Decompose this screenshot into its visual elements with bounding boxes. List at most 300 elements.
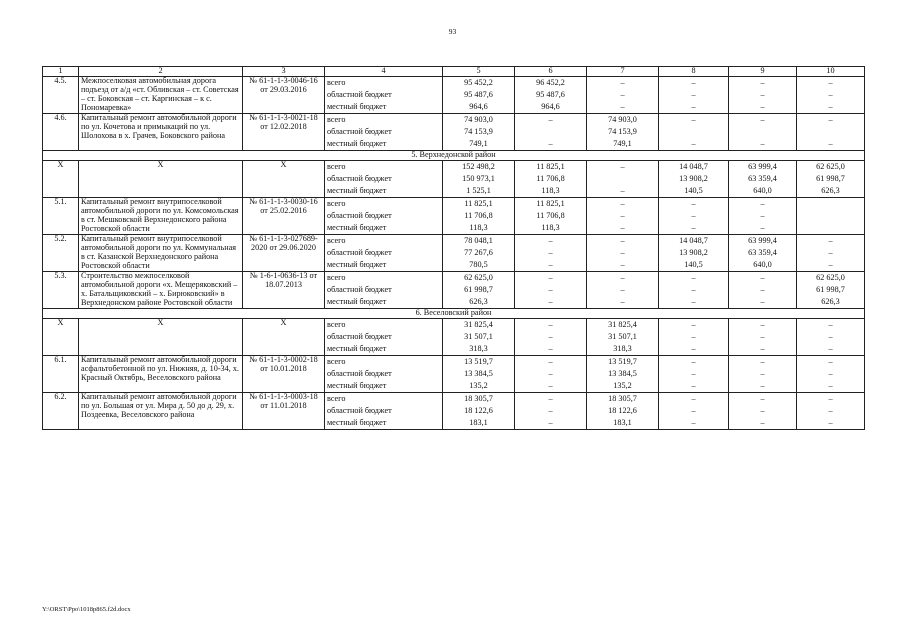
document-number: Х: [243, 160, 325, 197]
budget-label: всего: [327, 356, 346, 366]
value-cell: [659, 355, 729, 392]
value: 626,3: [821, 185, 840, 195]
value-cell: [659, 271, 729, 308]
document-number: № 1-6-1-0636-13 от 18.07.2013: [243, 271, 325, 308]
value: 61 998,7: [816, 284, 845, 294]
value: 61 998,7: [464, 284, 493, 294]
row-number: 6.1.: [43, 355, 79, 392]
value: [799, 126, 862, 138]
budget-labels: [325, 197, 443, 234]
value: 62 625,0: [816, 272, 845, 282]
value: 63 999,4: [748, 161, 777, 171]
value: 13 519,7: [608, 356, 637, 366]
value: 13 908,2: [679, 173, 708, 183]
value-cell: [797, 318, 865, 355]
value: 74 903,0: [464, 115, 493, 124]
value: –: [828, 417, 833, 427]
document-number: Х: [243, 318, 325, 355]
value: –: [828, 78, 833, 87]
value: 31 825,4: [608, 319, 637, 329]
value-cell: [443, 271, 515, 308]
column-header: 9: [729, 67, 797, 77]
value: –: [691, 331, 696, 341]
budget-label: местный бюджет: [327, 417, 387, 427]
value: 78 048,1: [464, 235, 493, 245]
value: –: [691, 405, 696, 415]
value: 118,3: [541, 185, 560, 195]
value: –: [548, 356, 553, 366]
value: –: [620, 102, 625, 111]
value: 95 487,6: [464, 90, 493, 99]
value: 135,2: [613, 380, 632, 390]
document-number: № 61-1-1-3-0030-16 от 25.02.2016: [243, 197, 325, 234]
value: 18 305,7: [464, 393, 493, 403]
column-header: 8: [659, 67, 729, 77]
value: 318,3: [613, 343, 632, 353]
value-cell: [659, 160, 729, 197]
budget-label: областной бюджет: [327, 210, 392, 220]
value: [799, 222, 862, 234]
value: –: [691, 222, 696, 232]
value: –: [548, 331, 553, 341]
budget-label: местный бюджет: [327, 222, 387, 232]
table-row: [43, 77, 865, 114]
budget-label: всего: [327, 115, 346, 124]
value: 62 625,0: [464, 272, 493, 282]
budget-label: областной бюджет: [327, 368, 392, 378]
value-cell: [587, 114, 659, 151]
value: –: [548, 368, 553, 378]
document-number: № 61-1-1-3-0003-18 от 11.01.2018: [243, 392, 325, 429]
value-cell: [659, 392, 729, 429]
value: –: [691, 139, 696, 148]
value: –: [760, 380, 765, 390]
value: 964,6: [541, 102, 560, 111]
budget-labels: [325, 234, 443, 271]
value-cell: [729, 392, 797, 429]
value-cell: [729, 234, 797, 271]
value: –: [548, 247, 553, 257]
value: 18 122,6: [608, 405, 637, 415]
value-cell: [443, 318, 515, 355]
value: –: [620, 90, 625, 99]
value: 13 384,5: [464, 368, 493, 378]
budget-label: всего: [327, 161, 346, 171]
value-cell: [797, 77, 865, 114]
budget-label: местный бюджет: [327, 343, 387, 353]
value: 11 825,1: [536, 161, 565, 171]
value: –: [828, 356, 833, 366]
value: –: [828, 259, 833, 269]
budget-label: областной бюджет: [327, 284, 392, 294]
value: –: [760, 139, 765, 148]
value-cell: [515, 355, 587, 392]
value: 150 973,1: [462, 173, 495, 183]
table-row: [43, 271, 865, 308]
value-cell: [587, 392, 659, 429]
value: –: [828, 235, 833, 245]
value: –: [760, 90, 765, 99]
value-cell: [659, 318, 729, 355]
value: 780,5: [469, 259, 488, 269]
value-cell: [797, 160, 865, 197]
value: –: [691, 393, 696, 403]
value: 13 519,7: [464, 356, 493, 366]
column-header: 10: [797, 67, 865, 77]
budget-label: местный бюджет: [327, 139, 387, 148]
budget-label: областной бюджет: [327, 405, 392, 415]
value: –: [548, 380, 553, 390]
value: –: [548, 139, 553, 148]
value-cell: [515, 271, 587, 308]
value: –: [548, 272, 553, 282]
section-row: [43, 151, 865, 161]
value: –: [620, 284, 625, 294]
value: [799, 210, 862, 222]
budget-label: местный бюджет: [327, 296, 387, 306]
value-cell: [797, 234, 865, 271]
budget-labels: [325, 392, 443, 429]
value-cell: [515, 77, 587, 114]
value-cell: [587, 160, 659, 197]
budget-labels: [325, 77, 443, 114]
value: 152 498,2: [462, 161, 495, 171]
value-cell: [659, 197, 729, 234]
value-cell: [659, 114, 729, 151]
table-row: [43, 114, 865, 151]
value: –: [760, 296, 765, 306]
value: –: [548, 115, 553, 124]
value: –: [828, 343, 833, 353]
value: –: [760, 356, 765, 366]
value: –: [691, 210, 696, 220]
budget-labels: [325, 114, 443, 151]
budget-label: всего: [327, 319, 346, 329]
value-cell: [515, 392, 587, 429]
value-cell: [797, 114, 865, 151]
row-number: 5.2.: [43, 234, 79, 271]
value: 31 507,1: [464, 331, 493, 341]
value: –: [828, 331, 833, 341]
value: 183,1: [469, 417, 488, 427]
value: –: [620, 222, 625, 232]
value: [589, 173, 656, 185]
value-cell: [659, 234, 729, 271]
value: –: [691, 115, 696, 124]
value: –: [828, 380, 833, 390]
value: –: [548, 417, 553, 427]
budget-label: всего: [327, 393, 346, 403]
value: –: [620, 296, 625, 306]
value-cell: [443, 114, 515, 151]
object-name: Капитальный ремонт автомобильной дороги по ул. Большая от ул. Мира д. 50 до д. 29, х. Поздеевка, Веселовского района: [79, 392, 243, 429]
value: –: [760, 222, 765, 232]
value: 62 625,0: [816, 161, 845, 171]
value: –: [828, 139, 833, 148]
value: –: [760, 343, 765, 353]
value: 95 452,2: [464, 78, 493, 87]
value: 140,5: [684, 259, 703, 269]
table-row: [43, 197, 865, 234]
value-cell: [587, 197, 659, 234]
value: –: [620, 161, 625, 171]
value: –: [691, 343, 696, 353]
value: –: [548, 319, 553, 329]
value: –: [760, 393, 765, 403]
value-cell: [587, 234, 659, 271]
value-cell: [729, 355, 797, 392]
object-name: Строительство межпоселковой автомобильной дороги «х. Мещеряковский – х. Батальщиковский – х. Бирюковский» в Верхнедонском районе Ростовской области: [79, 271, 243, 308]
value-cell: [515, 318, 587, 355]
value: –: [620, 259, 625, 269]
budget-label: всего: [327, 78, 346, 87]
value: –: [760, 78, 765, 87]
object-name: Капитальный ремонт автомобильной дороги асфальтобетонной по ул. Нижняя, д. 10-34, х. Красный Октябрь, Веселовского района: [79, 355, 243, 392]
budget-labels: [325, 318, 443, 355]
value: –: [691, 102, 696, 111]
value: [661, 126, 726, 138]
row-number: Х: [43, 318, 79, 355]
value-cell: [515, 160, 587, 197]
value: 31 507,1: [608, 331, 637, 341]
value-cell: [797, 271, 865, 308]
budget-label: всего: [327, 235, 346, 245]
budget-label: местный бюджет: [327, 380, 387, 390]
budget-label: областной бюджет: [327, 247, 392, 257]
row-number: 6.2.: [43, 392, 79, 429]
row-number: 4.5.: [43, 77, 79, 114]
table-body: [43, 67, 865, 430]
value: –: [828, 405, 833, 415]
value: –: [548, 343, 553, 353]
value: 626,3: [469, 296, 488, 306]
value: 18 305,7: [608, 393, 637, 403]
value: –: [760, 284, 765, 294]
value: 77 267,6: [464, 247, 493, 257]
budget-labels: [325, 160, 443, 197]
row-number: Х: [43, 160, 79, 197]
value-cell: [443, 392, 515, 429]
budget-label: областной бюджет: [327, 90, 392, 99]
value: –: [828, 90, 833, 99]
column-header: 2: [79, 67, 243, 77]
column-header: 3: [243, 67, 325, 77]
value: –: [691, 296, 696, 306]
value: 74 153,9: [608, 127, 637, 136]
value: –: [620, 235, 625, 245]
value: –: [620, 247, 625, 257]
value: 626,3: [821, 296, 840, 306]
table-row: [43, 318, 865, 355]
column-header: 1: [43, 67, 79, 77]
value: 18 122,6: [464, 405, 493, 415]
column-header: 6: [515, 67, 587, 77]
row-number: 5.3.: [43, 271, 79, 308]
value: –: [828, 368, 833, 378]
value: –: [828, 319, 833, 329]
object-name: Х: [79, 318, 243, 355]
value: –: [828, 247, 833, 257]
value: 749,1: [613, 139, 632, 148]
table-row: [43, 234, 865, 271]
value: 964,6: [469, 102, 488, 111]
value: –: [548, 284, 553, 294]
value: –: [691, 417, 696, 427]
value: –: [548, 405, 553, 415]
budget-table: [42, 66, 865, 430]
table-row: [43, 392, 865, 429]
value-cell: [443, 197, 515, 234]
object-name: Капитальный ремонт внутрипоселковой автомобильной дороги по ул. Комсомольская в ст. Мешковской Верхнедонского района Ростовской области: [79, 197, 243, 234]
value-cell: [797, 355, 865, 392]
value: –: [691, 368, 696, 378]
value-cell: [729, 271, 797, 308]
value-cell: [443, 160, 515, 197]
value: –: [620, 272, 625, 282]
value: 63 359,4: [748, 247, 777, 257]
value: –: [691, 272, 696, 282]
value: 140,5: [684, 185, 703, 195]
value: –: [691, 356, 696, 366]
value: 13 384,5: [608, 368, 637, 378]
value: –: [691, 319, 696, 329]
value: –: [548, 393, 553, 403]
value: 74 153,9: [464, 127, 493, 136]
value: 118,3: [541, 222, 560, 232]
value: –: [620, 78, 625, 87]
value-cell: [797, 197, 865, 234]
value-cell: [443, 355, 515, 392]
row-number: 4.6.: [43, 114, 79, 151]
value: [517, 126, 584, 138]
value: 11 825,1: [536, 198, 565, 208]
value-cell: [797, 392, 865, 429]
value: –: [828, 393, 833, 403]
value: –: [691, 198, 696, 208]
budget-label: местный бюджет: [327, 185, 387, 195]
object-name: Капитальный ремонт автомобильной дороги по ул. Кочетова и примыкаций по ул. Шолохова в х. Грачев, Боковского района: [79, 114, 243, 151]
value: –: [760, 115, 765, 124]
value: –: [760, 272, 765, 282]
value: –: [548, 259, 553, 269]
object-name: Х: [79, 160, 243, 197]
value: 74 903,0: [608, 115, 637, 124]
value: 11 706,8: [536, 210, 565, 220]
value: –: [620, 185, 625, 195]
value: –: [548, 235, 553, 245]
value-cell: [587, 355, 659, 392]
value: 11 706,8: [536, 173, 565, 183]
value: –: [691, 78, 696, 87]
value: –: [760, 102, 765, 111]
file-path-footer: Y:\ORST\Ppo\1018p865.f2d.docx: [42, 606, 131, 613]
row-number: 5.1.: [43, 197, 79, 234]
value: –: [828, 102, 833, 111]
value: 640,0: [753, 259, 772, 269]
value: –: [620, 210, 625, 220]
value: 318,3: [469, 343, 488, 353]
page-number: 93: [448, 27, 457, 36]
value-cell: [515, 197, 587, 234]
value: –: [691, 380, 696, 390]
value: 13 908,2: [679, 247, 708, 257]
value-cell: [587, 271, 659, 308]
value: –: [760, 368, 765, 378]
object-name: Межпоселковая автомобильная дорога подъезд от а/д «ст. Обливская – ст. Советская – ст. Боковская – ст. Каргинская – к с. Пономаревка»: [79, 77, 243, 114]
value: 95 487,6: [536, 90, 565, 99]
value: –: [691, 284, 696, 294]
section-title: 5. Верхнедонской район: [43, 151, 865, 161]
object-name: Капитальный ремонт внутрипоселковой автомобильной дороги по ул. Коммунальная в ст. Казанской Верхнедонского района Ростовской области: [79, 234, 243, 271]
value-cell: [515, 234, 587, 271]
value: 749,1: [469, 139, 488, 148]
value: 183,1: [613, 417, 632, 427]
value: 31 825,4: [464, 319, 493, 329]
budget-label: местный бюджет: [327, 259, 387, 269]
column-header: 5: [443, 67, 515, 77]
value: –: [760, 198, 765, 208]
value: 63 999,4: [748, 235, 777, 245]
value: –: [691, 90, 696, 99]
value: 14 048,7: [679, 161, 708, 171]
value-cell: [729, 114, 797, 151]
header-row: [43, 67, 865, 77]
budget-label: местный бюджет: [327, 102, 387, 111]
value: 1 525,1: [466, 185, 491, 195]
value: –: [760, 210, 765, 220]
value-cell: [443, 77, 515, 114]
value-cell: [587, 318, 659, 355]
value: –: [548, 296, 553, 306]
value: –: [760, 319, 765, 329]
value: 640,0: [753, 185, 772, 195]
table-row: [43, 160, 865, 197]
value: –: [760, 405, 765, 415]
budget-labels: [325, 271, 443, 308]
value-cell: [515, 114, 587, 151]
section-title: 6. Веселовский район: [43, 308, 865, 318]
budget-label: областной бюджет: [327, 173, 392, 183]
document-number: № 61-1-1-3-0021-18 от 12.02.2018: [243, 114, 325, 151]
value: 135,2: [469, 380, 488, 390]
budget-labels: [325, 355, 443, 392]
value-cell: [587, 77, 659, 114]
value: 11 706,8: [464, 210, 493, 220]
value: 61 998,7: [816, 173, 845, 183]
section-row: [43, 308, 865, 318]
value: 118,3: [469, 222, 488, 232]
budget-label: областной бюджет: [327, 331, 392, 341]
value: 11 825,1: [464, 198, 493, 208]
value: –: [828, 115, 833, 124]
budget-label: всего: [327, 272, 346, 282]
value: 14 048,7: [679, 235, 708, 245]
budget-label: всего: [327, 198, 346, 208]
table-row: [43, 355, 865, 392]
document-number: № 61-1-1-3-0002-18 от 10.01.2018: [243, 355, 325, 392]
value-cell: [729, 77, 797, 114]
value-cell: [443, 234, 515, 271]
value-cell: [729, 318, 797, 355]
value-cell: [729, 197, 797, 234]
budget-label: областной бюджет: [327, 127, 392, 136]
document-number: № 61-1-1-3-027689-2020 от 29.06.2020: [243, 234, 325, 271]
value: [731, 126, 794, 138]
value: [799, 198, 862, 210]
value: 96 452,2: [536, 78, 565, 87]
column-header: 4: [325, 67, 443, 77]
value: –: [760, 417, 765, 427]
